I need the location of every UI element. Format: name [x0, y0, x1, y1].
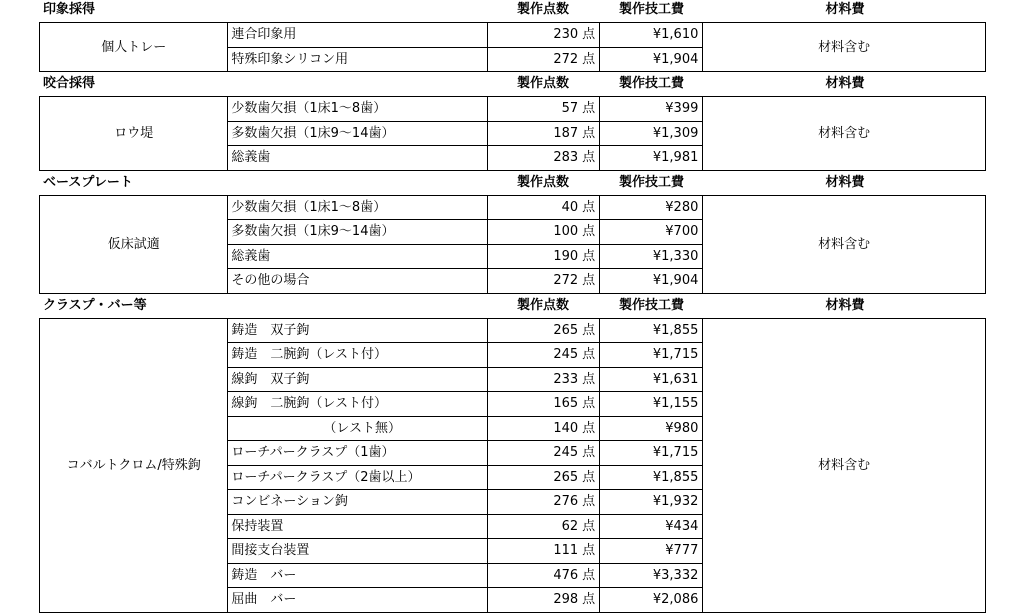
points-unit: 点 [582, 371, 596, 387]
material-cell: 材料含む [703, 23, 986, 72]
category-cell: コバルトクロム/特殊鉤 [40, 318, 228, 612]
fee-cell: ¥1,309 [600, 121, 703, 146]
points-value: 283 [553, 150, 579, 166]
points-cell [487, 269, 599, 294]
col-header-fee: 製作技工費 [618, 76, 684, 91]
col-header-material: 材料費 [825, 297, 865, 313]
table-row [40, 23, 986, 48]
points-unit: 点 [582, 322, 596, 338]
points-value: 165 [553, 396, 579, 412]
points-value: 245 [553, 445, 579, 461]
fee-cell: ¥980 [600, 416, 703, 441]
points-unit: 点 [582, 543, 596, 559]
points-cell [487, 416, 599, 441]
table-row [40, 97, 986, 122]
points-unit: 点 [582, 125, 596, 141]
section-table [39, 22, 986, 72]
points-cell [487, 514, 599, 539]
item-name: （レスト無） [228, 416, 488, 441]
points-unit: 点 [582, 347, 596, 363]
points-value: 100 [553, 224, 579, 240]
item-name: 多数歯欠損（1床9～14歯） [228, 121, 488, 146]
item-name: 鋳造 双子鉤 [228, 318, 488, 343]
col-header-points: 製作点数 [516, 2, 569, 17]
category-cell: 仮床試適 [40, 195, 228, 293]
item-name: 保持装置 [228, 514, 488, 539]
points-cell [487, 343, 599, 368]
points-value: 111 [553, 543, 579, 559]
points-unit: 点 [582, 224, 596, 240]
points-cell [487, 121, 599, 146]
points-cell [487, 220, 599, 245]
points-value: 187 [553, 125, 579, 141]
fee-cell: ¥434 [600, 514, 703, 539]
fee-cell: ¥1,715 [600, 343, 703, 368]
item-name: 総義歯 [228, 146, 488, 171]
points-value: 298 [553, 592, 579, 608]
points-unit: 点 [582, 445, 596, 461]
points-unit: 点 [582, 420, 596, 436]
points-cell [487, 318, 599, 343]
points-value: 265 [553, 322, 579, 338]
fee-cell: ¥700 [600, 220, 703, 245]
points-unit: 点 [582, 101, 596, 117]
col-header-fee: 製作技工費 [618, 174, 684, 190]
table-row [40, 318, 986, 343]
fee-cell: ¥1,631 [600, 367, 703, 392]
item-name: ローチパークラスプ（2歯以上） [228, 465, 488, 490]
points-unit: 点 [582, 51, 596, 67]
col-header-fee: 製作技工費 [618, 297, 684, 313]
points-value: 230 [553, 27, 579, 43]
item-name: 総義歯 [228, 244, 488, 269]
item-name: 鋳造 二腕鉤（レスト付） [228, 343, 488, 368]
item-name: 連合印象用 [228, 23, 488, 48]
col-header-material: 材料費 [825, 174, 865, 190]
points-cell [487, 97, 599, 122]
col-header-material: 材料費 [825, 2, 865, 17]
points-value: 233 [553, 371, 579, 387]
points-value: 265 [553, 469, 579, 485]
fee-cell: ¥1,610 [600, 23, 703, 48]
section-title: ベースプレート [43, 174, 133, 190]
points-value: 190 [553, 248, 579, 264]
fee-cell: ¥1,855 [600, 465, 703, 490]
section-title: クラスプ・バー等 [43, 297, 147, 313]
section-table [39, 96, 986, 171]
fee-cell: ¥777 [600, 539, 703, 564]
item-name: その他の場合 [228, 269, 488, 294]
item-name: 線鉤 双子鉤 [228, 367, 488, 392]
fee-cell: ¥399 [600, 97, 703, 122]
col-header-material: 材料費 [825, 76, 865, 91]
points-cell [487, 465, 599, 490]
item-name: 鋳造 バー [228, 563, 488, 588]
points-value: 272 [553, 51, 579, 67]
points-cell [487, 195, 599, 220]
section-title: 印象採得 [43, 2, 96, 17]
points-unit: 点 [582, 518, 596, 534]
fee-cell: ¥2,086 [600, 588, 703, 613]
section-title: 咬合採得 [43, 76, 96, 91]
table-row [40, 195, 986, 220]
col-header-points: 製作点数 [516, 76, 569, 91]
points-cell [487, 146, 599, 171]
item-name: 少数歯欠損（1床1～8歯） [228, 195, 488, 220]
points-unit: 点 [582, 567, 596, 583]
points-cell [487, 563, 599, 588]
points-unit: 点 [582, 592, 596, 608]
points-cell [487, 244, 599, 269]
points-cell [487, 367, 599, 392]
points-unit: 点 [582, 248, 596, 264]
item-name: コンビネーション鉤 [228, 490, 488, 515]
points-cell [487, 47, 599, 72]
item-name: 少数歯欠損（1床1～8歯） [228, 97, 488, 122]
material-cell: 材料含む [703, 195, 986, 293]
points-cell [487, 392, 599, 417]
section-table [39, 195, 986, 294]
fee-cell: ¥1,715 [600, 441, 703, 466]
item-name: 屈曲 バー [228, 588, 488, 613]
points-value: 272 [553, 273, 579, 289]
points-value: 476 [553, 567, 579, 583]
fee-cell: ¥1,904 [600, 47, 703, 72]
col-header-points: 製作点数 [516, 297, 569, 313]
points-unit: 点 [582, 27, 596, 43]
points-unit: 点 [582, 273, 596, 289]
col-header-points: 製作点数 [516, 174, 569, 190]
item-name: 間接支台装置 [228, 539, 488, 564]
fee-cell: ¥1,855 [600, 318, 703, 343]
item-name: ローチパークラスプ（1歯） [228, 441, 488, 466]
section-table [39, 318, 986, 613]
points-cell [487, 539, 599, 564]
fee-cell: ¥280 [600, 195, 703, 220]
fee-cell: ¥1,904 [600, 269, 703, 294]
points-unit: 点 [582, 494, 596, 510]
points-value: 276 [553, 494, 579, 510]
category-cell: ロウ堤 [40, 97, 228, 171]
points-value: 62 [561, 518, 579, 534]
points-cell [487, 23, 599, 48]
points-cell [487, 441, 599, 466]
points-value: 140 [553, 420, 579, 436]
points-unit: 点 [582, 469, 596, 485]
points-value: 40 [561, 199, 579, 215]
points-value: 245 [553, 347, 579, 363]
item-name: 線鉤 二腕鉤（レスト付） [228, 392, 488, 417]
fee-cell: ¥1,330 [600, 244, 703, 269]
points-unit: 点 [582, 396, 596, 412]
col-header-fee: 製作技工費 [618, 2, 684, 17]
points-unit: 点 [582, 199, 596, 215]
fee-cell: ¥1,155 [600, 392, 703, 417]
material-cell: 材料含む [703, 318, 986, 612]
fee-cell: ¥1,932 [600, 490, 703, 515]
material-cell: 材料含む [703, 97, 986, 171]
item-name: 特殊印象シリコン用 [228, 47, 488, 72]
points-value: 57 [561, 101, 579, 117]
points-unit: 点 [582, 150, 596, 166]
fee-cell: ¥1,981 [600, 146, 703, 171]
fee-cell: ¥3,332 [600, 563, 703, 588]
item-name: 多数歯欠損（1床9～14歯） [228, 220, 488, 245]
points-cell [487, 490, 599, 515]
points-cell [487, 588, 599, 613]
category-cell: 個人トレー [40, 23, 228, 72]
